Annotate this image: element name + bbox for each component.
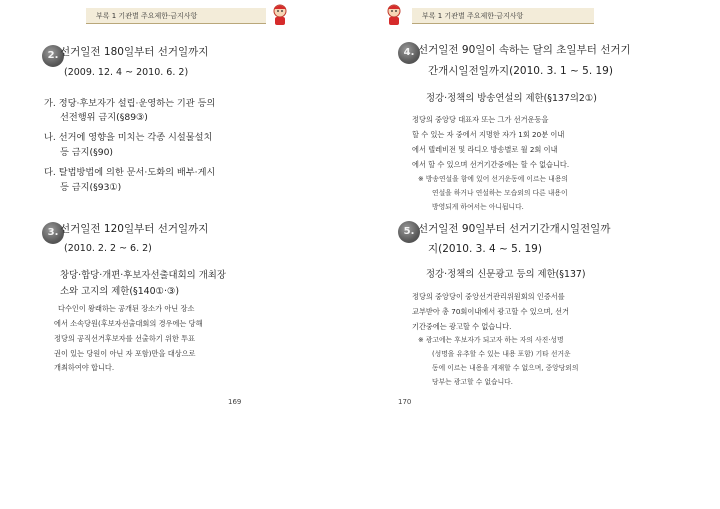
subsection-title: 창당·합당·개편·후보자선출대회의 개최장 <box>60 270 226 281</box>
note-line: (성명을 유추할 수 있는 내용 포함) 기타 선거운 <box>432 350 571 358</box>
list-item: 나. 선거에 영향을 미치는 각종 시설물설치 <box>44 132 213 143</box>
section-heading: 선거일전 120일부터 선거일까지 <box>60 223 209 235</box>
note-line: 동에 이르는 내용을 게재할 수 없으며, 중앙당외의 <box>432 364 579 372</box>
section-number-badge: 5. <box>398 221 420 243</box>
list-item: 가. 정당·후보자가 설립·운영하는 기관 등의 <box>44 98 216 109</box>
page-header: 부록 1 기관별 주요제한·금지사항 <box>412 8 594 24</box>
body-line: 정당의 공직선거후보자를 선출하기 위한 투표 <box>54 334 196 343</box>
note-line: ※ 광고에는 후보자가 되고자 하는 자의 사진·성명 <box>418 336 564 344</box>
body-line: 에서 할 수 있으며 선거기간중에는 할 수 없습니다. <box>412 160 570 169</box>
list-item: 등 금지(§90) <box>60 147 113 158</box>
page-number: 170 <box>398 398 412 406</box>
note-line: ※ 방송연설을 함에 있어 선거운동에 이르는 내용의 <box>418 175 568 183</box>
body-line: 개최하여야 합니다. <box>54 363 115 372</box>
section-number-badge: 4. <box>398 42 420 64</box>
list-item: 선전행위 금지(§89③) <box>60 112 148 123</box>
section-heading: 간개시일전일까지(2010. 3. 1 ~ 5. 19) <box>428 65 613 77</box>
body-line: 에서 소속당원(후보자선출대회의 경우에는 당해 <box>54 319 203 328</box>
section-period: (2009. 12. 4 ~ 2010. 6. 2) <box>64 67 189 78</box>
section-heading: 선거일전 90일이 속하는 달의 초일부터 선거기 <box>418 44 631 56</box>
note-line: 연설을 하거나 연설하는 모습외의 다른 내용이 <box>432 189 568 197</box>
body-line: 정당의 중앙당이 중앙선거관리위원회의 인증서를 <box>412 292 565 301</box>
mascot-icon <box>270 3 290 27</box>
section-number-badge: 2. <box>42 45 64 67</box>
body-line: 교부받아 총 70회이내에서 광고할 수 있으며, 선거 <box>412 307 570 316</box>
page-number: 169 <box>228 398 242 406</box>
page-header: 부록 1 기관별 주요제한·금지사항 <box>86 8 266 24</box>
subsection-title: 정강·정책의 방송연설의 제한(§137의2①) <box>426 93 597 104</box>
note-line: 당부는 광고할 수 없습니다. <box>432 378 513 386</box>
section-heading: 선거일전 90일부터 선거기간개시일전일까 <box>418 223 611 235</box>
list-item: 등 금지(§93①) <box>60 182 122 193</box>
right-page <box>360 0 720 509</box>
body-line: 정당의 중앙당 대표자 또는 그가 선거운동을 <box>412 115 549 124</box>
section-heading: 선거일전 180일부터 선거일까지 <box>60 46 209 58</box>
body-line: 할 수 있는 자 중에서 지명한 자가 1회 20분 이내 <box>412 130 565 139</box>
section-number-badge: 3. <box>42 222 64 244</box>
body-line: 권이 있는 당원이 아닌 자 포함)만을 대상으로 <box>54 349 196 358</box>
section-heading: 지(2010. 3. 4 ~ 5. 19) <box>428 243 542 255</box>
body-line: 에서 텔레비전 및 라디오 방송별로 월 2회 이내 <box>412 145 558 154</box>
list-item: 다. 탈법방법에 의한 문서·도화의 배부·게시 <box>44 167 216 178</box>
subsection-title: 소와 고지의 제한(§140①·③) <box>60 286 180 297</box>
body-line: 기간중에는 광고할 수 없습니다. <box>412 322 512 331</box>
subsection-title: 정강·정책의 신문광고 등의 제한(§137) <box>426 269 586 280</box>
body-line: 다수인이 왕래하는 공개된 장소가 아닌 장소 <box>58 304 195 313</box>
section-period: (2010. 2. 2 ~ 6. 2) <box>64 243 152 254</box>
note-line: 방영되게 하여서는 아니됩니다. <box>432 203 524 211</box>
mascot-icon <box>384 3 404 27</box>
